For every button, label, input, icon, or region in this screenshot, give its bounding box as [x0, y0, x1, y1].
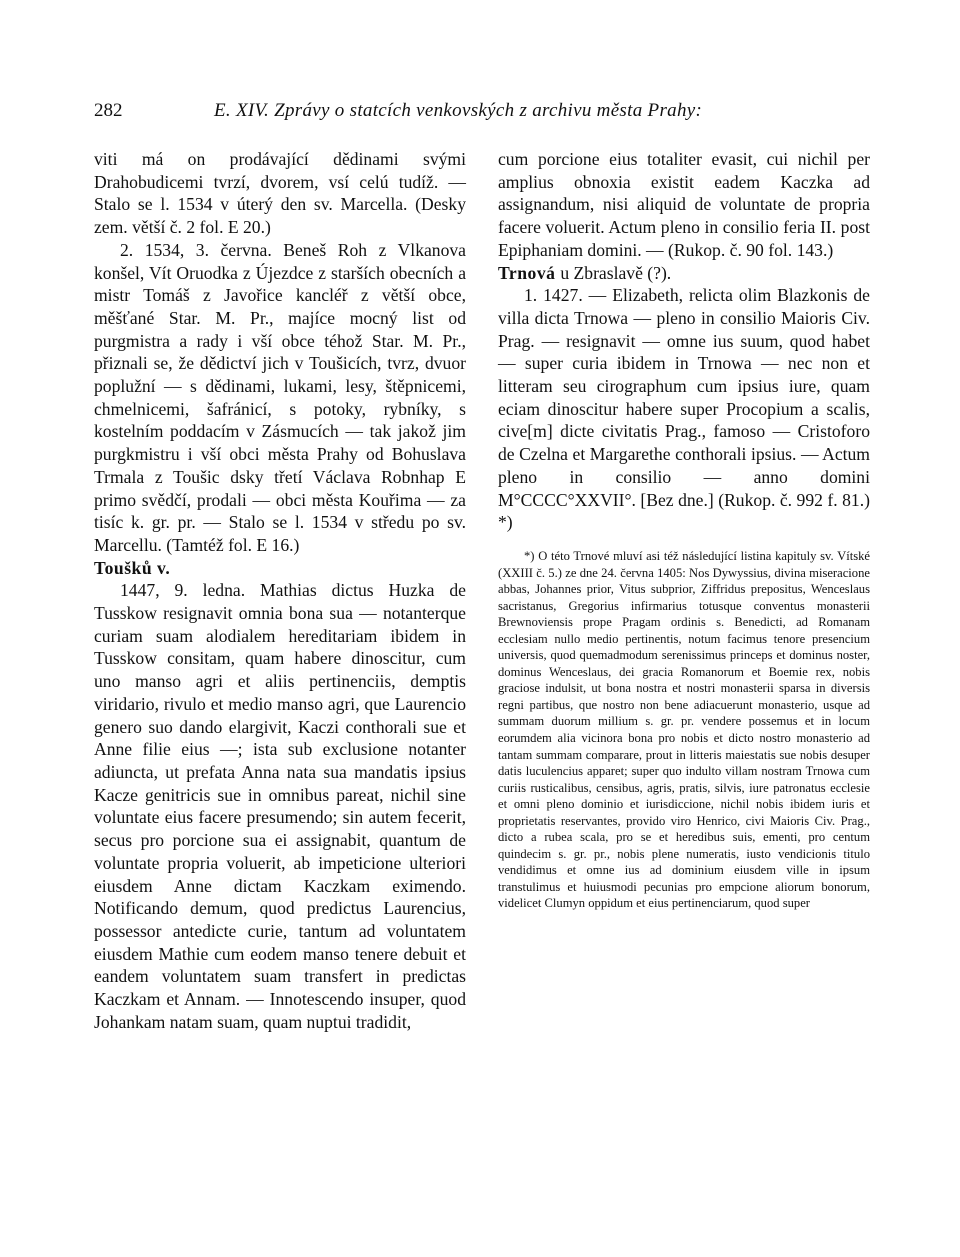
- footnote: [498, 548, 870, 912]
- section-heading-trnova-sub: u Zbraslavě (?).: [560, 262, 672, 283]
- right-paragraph-1: cum porcione eius totaliter evasit, cui nichil per amplius obnoxia existit eadem Kaczka ad assignandum, nisi aliquid de voluntate de propria facere voluerit. Actum pleno in consilio feria II. post Epiphaniam domini. — (Rukop. č. 90 fol. 143.): [498, 149, 870, 260]
- right-column: [498, 148, 870, 1033]
- left-paragraph-2: 2. 1534, 3. června. Beneš Roh z Vlkanova konšel, Vít Oruodka z Újezdce z starších obecních a mistr Tomáš z Javořice kancléř z větší obce, měšťané Star. M. Pr., majíce mocný list od purgmistra a rady i vší obce téhož Star. M. Pr., přiznali se, že dědictví jich v Toušicích, tvrz, dvuor poplužní — s dědinami, lukami, lesy, štěpnicemi, chmelnicemi, šafránicí, s potoky, rybníky, s kostelním poddacím v Zásmucích — tak jakož jim purgkmistru i vší obci města Prahy od Bohuslava Trmala z Toušic dsky třetí Václava Robnhap E primo svědčí, prodali — obci města Kouřima — za tisíc k. gr. pr. — Stalo se l. 1534 v středu po sv. Marcellu. (Tamtéž fol. E 16.): [94, 239, 466, 555]
- section-heading-touskov: Toušků v.: [94, 557, 171, 578]
- document-page: [94, 100, 870, 1180]
- left-paragraph-1: viti má on prodávající dědinami svými Drahobudicemi tvrzí, dvorem, vsí celú tudíž. — Stalo se l. 1534 v úterý den sv. Marcella. (Desky zem. větší č. 2 fol. E 20.): [94, 149, 466, 238]
- left-paragraph-3: 1447, 9. ledna. Mathias dictus Huzka de Tusskow resignavit omnia bona sua — notanterque curiam suam alodialem hereditariam ibidem in Tusskow consitam, quam habere dinoscitur, cum uno manso agri et aliis pertinenciis, demptis viridario, rivulo et medio manso agri, que Laurencio genero suo dando elargivit, Kaczi conthorali sue et Anne filie eius —; ista sub exclusione notanter adiuncta, ut prefata Anna nata sua mandatis ipsius Kacze genitricis sue in omnibus pareat, nichil sine voluntate eius facere presumendo; sin autem fecerit, secus pro porcione sua ei assignabit, quantum de voluntate propria voluerit, ab impeticione ulteriori eiusdem Anne dictam Kaczkam eximendo. Notificando demum, quod predictus Laurencius, possessor antedicte curie, tantum ad voluntatem eiusdem Mathie cum eodem manso tenere debuit et eandem voluntatem suam transfert in predictas Kaczkam et Annam. — Innotescendo insuper, quod Johankam natam suam, quam nuptui tradidit,: [94, 580, 466, 1032]
- left-column: [94, 148, 466, 1033]
- section-heading-trnova-main: Trnová: [498, 262, 556, 283]
- footnote-text: *) O této Trnové mluví asi též následující listina kapituly sv. Vítské (XXIII č. 5.) ze dne 24. června 1405: Nos Dywyssius, divina miseracione abbas, Johannes prior, Vitus subprior, Ziffridus prepositus, Wenceslaus sacristanus, Gregorius infirmarius totusque conventus monasterii Brewnoviensis prope Pragam ordinis s. Benedicti, ad Romanam ecclesiam nullo medio pertinentis, notum facimus tenore presencium universis, quod quemadmodum serenissimus princeps et dominus noster, dominus Wenceslaus, dei gracia Romanorum et Boemie rex, nobis graciose indulsit, ut bona nostra et nostri monasterii sparsa in diversis regni partibus, que nostro non bene adiacuerunt monasterio, usque ad summam duorum millium s. gr. pr. vendere possemus et in locum eorumdem alia vicinora bona pro nobis et dicto nostro monasterio ad tantam summam comparare, prout in litteris maiestatis sue nobis desuper datis luculencius apparet; super quo indulto villam nostram Trnowa cum curiis rusticalibus, censibus, agris, pratis, silvis, iure patronatus ecclesie et omni pleno dominio et iurisdiccione, nichil nobis ibidem iuris et proprietatis reservantes, provido viro Henrico, civi Maioris Civ. Prag., dicto a rubea scala, pro se et heredibus suis, ementi, pro centum quindecim s. gr. pr., nobis plene numeratis, iusto vendicionis titulo vendidimus et omne ius ad dominium eiusdem ville in ipsum transtulimus et huiusmodi pecunias pro empcione aliorum bonorum, videlicet Clumyn oppidum et eius pertinenciarum, quod super: [498, 548, 870, 911]
- running-title: E. XIV. Zprávy o statcích venkovských z archivu města Prahy:: [214, 100, 703, 121]
- section-heading-trnova: [498, 262, 870, 285]
- page-number: 282: [94, 100, 123, 121]
- text-columns: [94, 148, 870, 1033]
- right-paragraph-2: 1. 1427. — Elizabeth, relicta olim Blazkonis de villa dicta Trnowa — pleno in consilio Maioris Civ. Prag. — resignavit — omne ius suum, quod habet — super curia ibidem in Trnowa — nec non et litteram seu cirographum cum ipsius iure, quam eciam dinoscitur habere super Procopium a scalis, cive[m] dicte civitatis Prag., famoso — Cristoforo de Czelna et Margarethe conthorali ipsius. — Actum pleno in consilio — anno domini M°CCCC°XXVII°. [Bez dne.] (Rukop. č. 992 f. 81.) *): [498, 285, 870, 533]
- page-header: [94, 100, 870, 132]
